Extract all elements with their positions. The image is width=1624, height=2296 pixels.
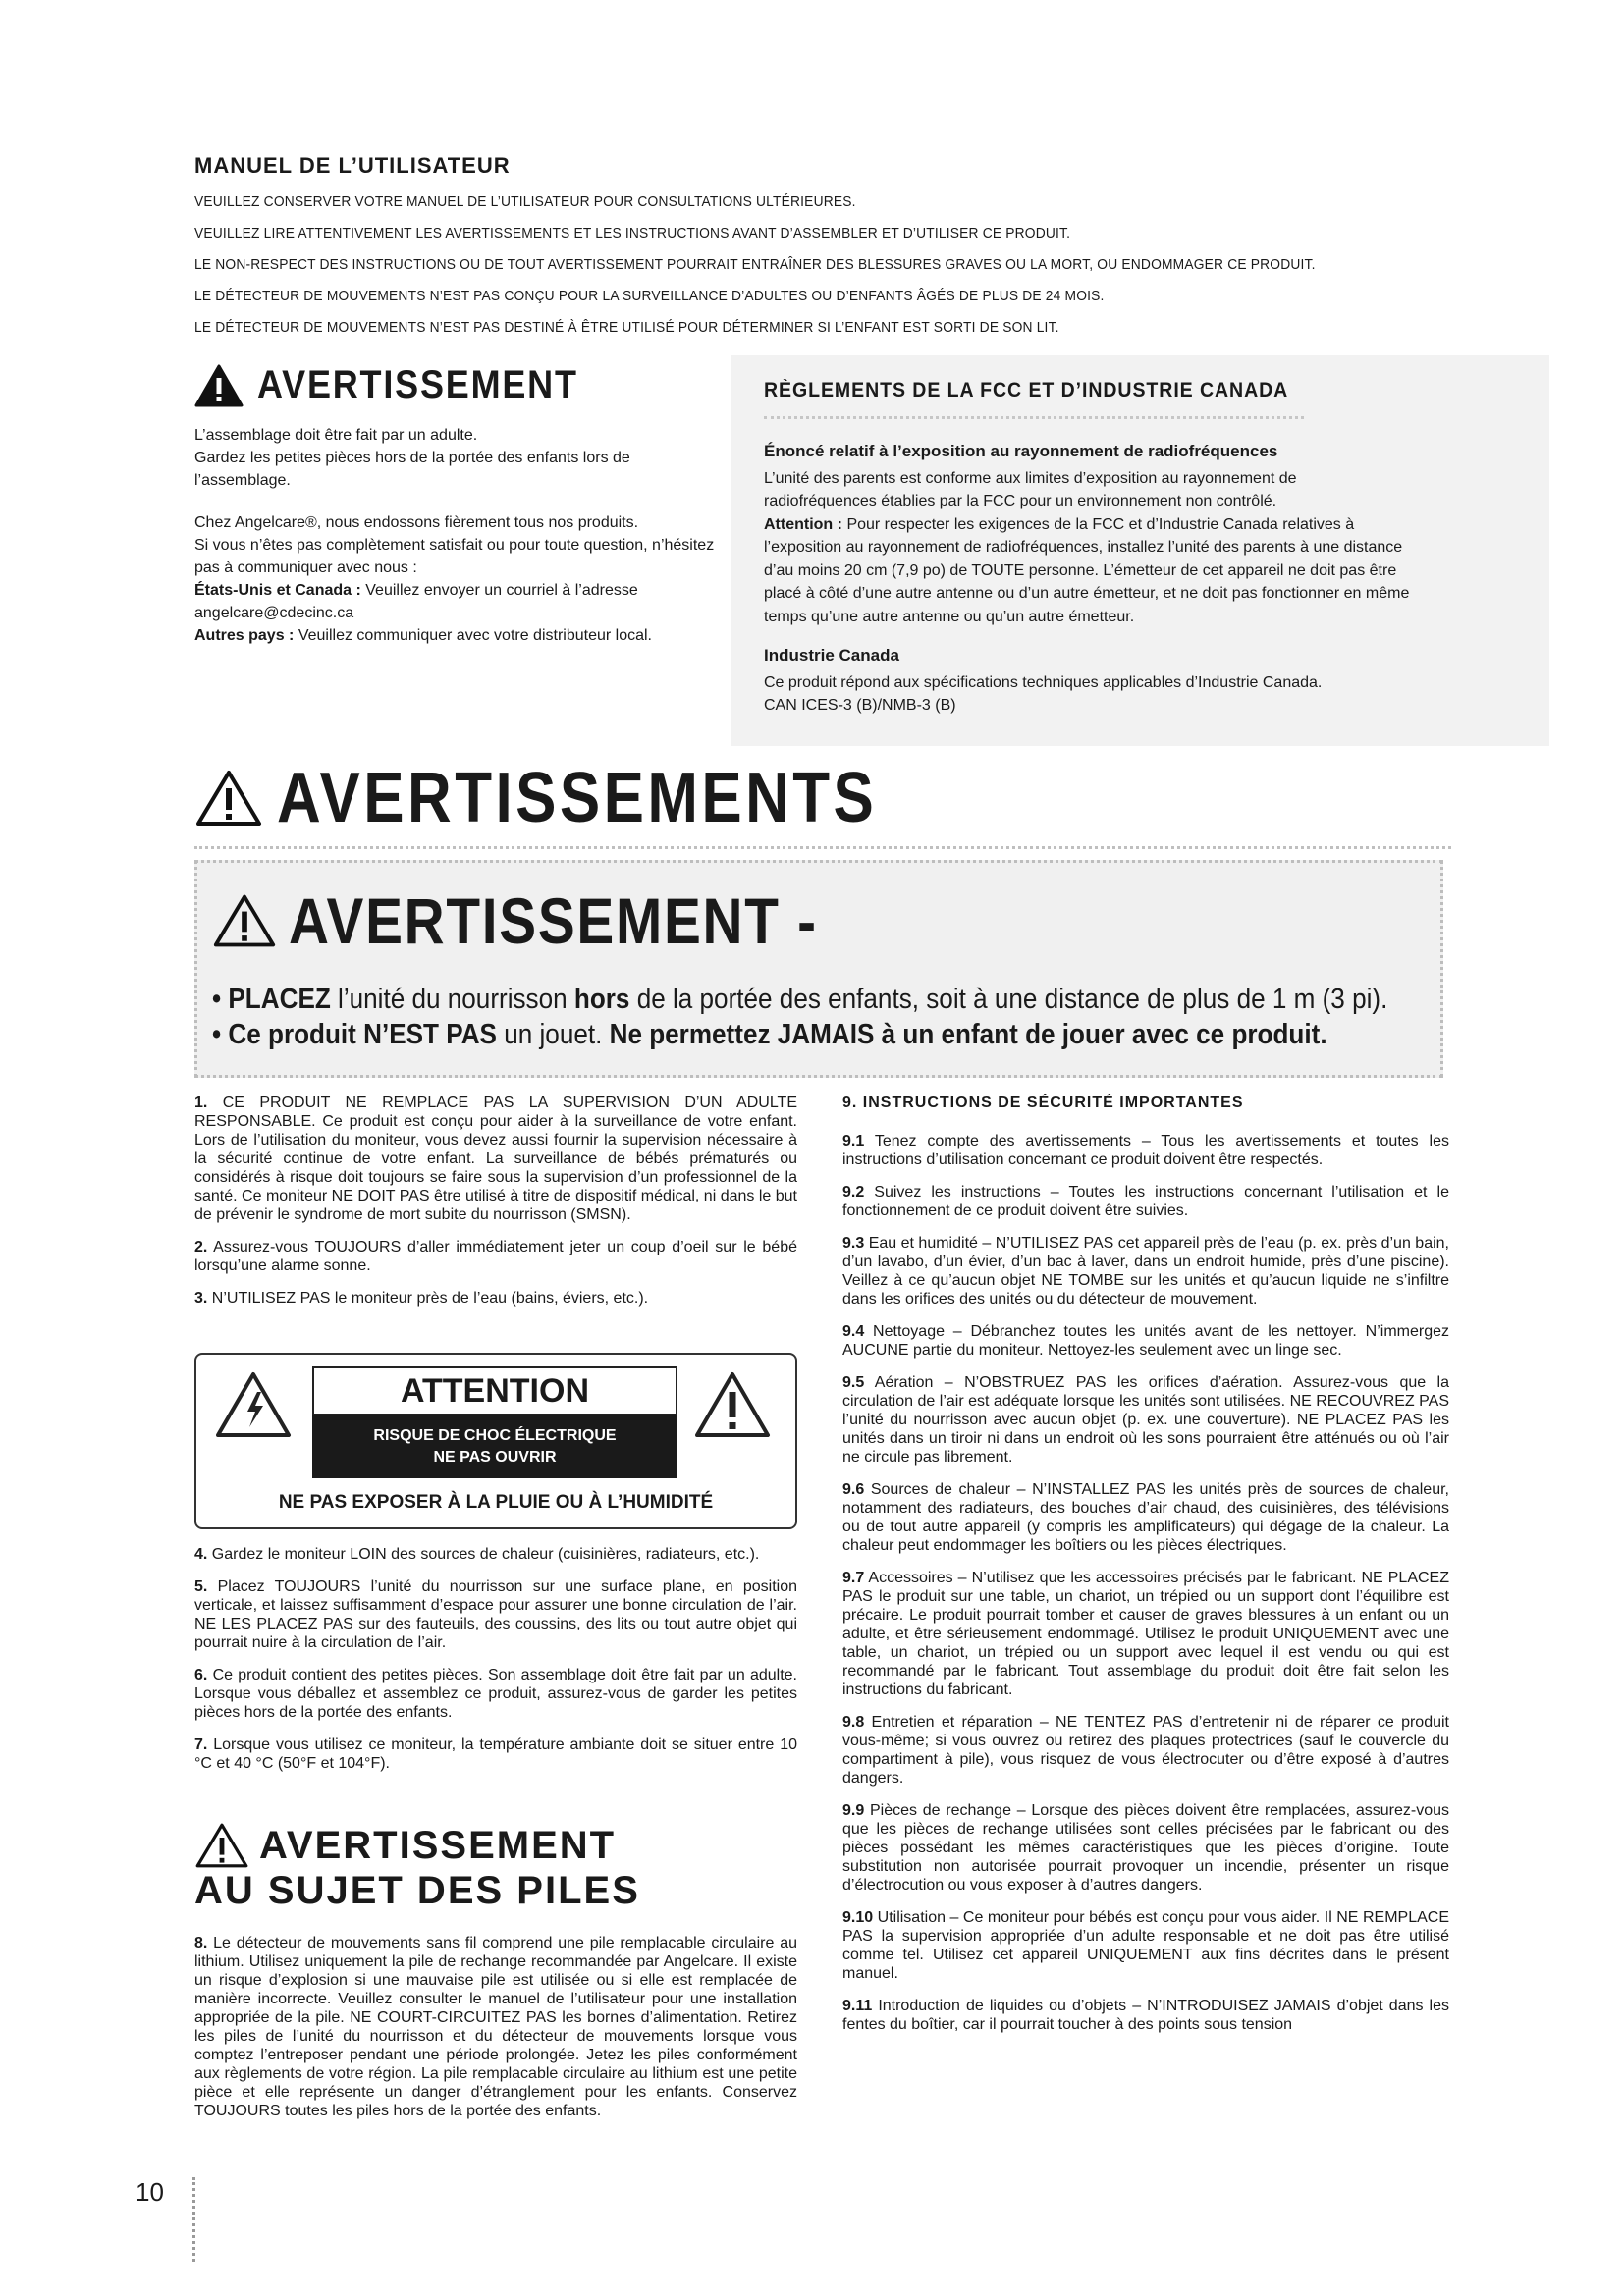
list-item <box>194 1577 797 1652</box>
list-item <box>842 1801 1449 1895</box>
item-text: Eau et humidité – N’UTILISEZ PAS cet appareil près de l’eau (p. ex. près d’un bain, d’un lavabo, d’un évier, d’un bac à laver, dans un endroit humide, près d’une piscine). Veillez à ce qu’aucun objet NE TOMBE sur les unités et qu’aucun liquide ne s’infiltre dans les orifices des unités ou du détecteur de mouvement. <box>842 1235 1449 1308</box>
header-notices <box>194 187 1471 344</box>
item-number: 7. <box>194 1736 208 1753</box>
item-number: 9.11 <box>842 1998 873 2014</box>
fcc-paragraph: Pour respecter les exigences de la FCC et d’Industrie Canada relatives à l’exposition au rayonnement de radiofréquences, installez l’unité des parents à une distance d’au moins 20 cm (7,9 po) de TOUTE personne. L’émetteur de cet appareil ne doit pas être placé à côté d’une autre antenne ou d’un autre émetteur, et ne doit pas fonctionner en même temps qu’une autre antenne ou qu’un autre émetteur. <box>764 515 1410 625</box>
header-line: VEUILLEZ LIRE ATTENTIVEMENT LES AVERTISSEMENTS ET LES INSTRUCTIONS AVANT D’ASSEMBLER ET D’UTILISER CE PRODUIT. <box>194 225 1071 241</box>
emphasis: hors <box>573 984 630 1015</box>
item-text: Pièces de rechange – Lorsque des pièces doivent être remplacées, assurez-vous que les pièces de rechange utilisées sont celles précisées par le fabricant ou des pièces possédant les mêmes caractéristiques que les pièces d’origine. Toute substitution non autorisée pourrait provoquer un incendie, présenter un risque d’électrocution ou vous exposer à d’autres dangers. <box>842 1802 1449 1894</box>
warnings-list-left <box>194 1094 797 1321</box>
list-item <box>194 1238 797 1275</box>
item-number: 4. <box>194 1546 208 1563</box>
warning-outline-icon <box>194 1822 249 1869</box>
item-number: 5. <box>194 1578 208 1595</box>
assembly-notice <box>194 424 725 667</box>
item-number: 9.3 <box>842 1235 865 1252</box>
list-item <box>194 1934 797 2120</box>
attention-title: ATTENTION <box>312 1366 677 1415</box>
text: de la portée des enfants, soit à une distance de plus de 1 m (3 pi). <box>629 984 1388 1015</box>
exclamation-icon <box>693 1370 772 1439</box>
shock-line: NE PAS OUVRIR <box>433 1449 557 1466</box>
item-text: Utilisation – Ce moniteur pour bébés est conçu pour vous aider. Il NE REMPLACE PAS la supervision appropriée d’un adulte responsable et ne doit pas être utilisé comme tel. Utilisez cet appareil UNIQUEMENT aux fins décrites dans le présent manuel. <box>842 1909 1449 1982</box>
item-number: 9.4 <box>842 1323 865 1340</box>
item-number: 8. <box>194 1935 208 1951</box>
list-item <box>842 1234 1449 1308</box>
item-text: Accessoires – N’utilisez que les accessoires précisés par le fabricant. NE PLACEZ PAS le produit sur une table, un chariot, un trépied ou un support dont l’équilibre est précaire. Le produit pourrait tomber et causer de graves blessures à un enfant ou un adulte, et être sérieusement endommagé. Utilisez le produit UNIQUEMENT avec une table, un chariot, un trépied ou un support avec lequel il est vendu ou qui est recommandé par le fabricant. Tout assemblage du produit doit être fait selon les instructions du fabricant. <box>842 1570 1449 1698</box>
item-number: 9.8 <box>842 1714 865 1731</box>
item-number: 6. <box>194 1667 208 1683</box>
fcc-paragraph: CAN ICES-3 (B)/NMB-3 (B) <box>764 697 956 714</box>
contact-line: Chez Angelcare®, nous endossons fièrement tous nos produits. <box>194 514 639 531</box>
fcc-subtitle: Industrie Canada <box>764 646 899 665</box>
battery-warning-title: AVERTISSEMENT <box>259 1823 617 1867</box>
list-item <box>842 1132 1449 1169</box>
item-number: 9.6 <box>842 1481 865 1498</box>
item-text: Placez TOUJOURS l’unité du nourrisson sur une surface plane, en position verticale, et laissez suffisamment d’espace pour assurer une bonne circulation de l’air. NE LES PLACEZ PAS sur des fauteuils, des coussins, des lits ou tout autre objet qui pourrait nuire à la circulation de l’air. <box>194 1578 797 1651</box>
assembly-line: Gardez les petites pièces hors de la portée des enfants lors de l’assemblage. <box>194 450 630 489</box>
callout-line <box>212 1017 1327 1052</box>
item-text: Gardez le moniteur LOIN des sources de chaleur (cuisinières, radiateurs, etc.). <box>207 1546 760 1563</box>
item-text: Tenez compte des avertissements – Tous les avertissements et toutes les instructions d’utilisation concernant ce produit doivent être respectés. <box>842 1133 1449 1168</box>
battery-warning-text <box>194 1934 797 2134</box>
battery-warning-heading <box>194 1822 640 1913</box>
text: un jouet. <box>496 1019 610 1050</box>
list-item <box>194 1735 797 1773</box>
item-number: 2. <box>194 1239 208 1255</box>
item-number: 9.1 <box>842 1133 865 1149</box>
item-text: Assurez-vous TOUJOURS d’aller immédiatement jeter un coup d’oeil sur le bébé lorsqu’une alarme sonne. <box>194 1239 797 1274</box>
list-item <box>842 1997 1449 2034</box>
item-number: 9.7 <box>842 1570 865 1586</box>
divider <box>194 846 1451 849</box>
manual-title: MANUEL DE L’UTILISATEUR <box>194 153 511 178</box>
list-item <box>842 1713 1449 1788</box>
header-line: LE DÉTECTEUR DE MOUVEMENTS N’EST PAS CONÇU POUR LA SURVEILLANCE D’ADULTES OU D’ENFANTS ÂGÉS DE PLUS DE 24 MOIS. <box>194 288 1105 304</box>
list-item <box>842 1373 1449 1467</box>
list-item <box>842 1569 1449 1699</box>
other-contact: Veuillez communiquer avec votre distributeur local. <box>298 627 652 644</box>
item-text: Introduction de liquides ou d’objets – N’INTRODUISEZ JAMAIS d’objet dans les fentes du boîtier, car il pourrait toucher à des points sous tension <box>842 1998 1449 2033</box>
item-text: Le détecteur de mouvements sans fil comprend une pile remplacable circulaire au lithium. Utilisez uniquement la pile de rechange recommandée par Angelcare. Il existe un risque d’explosion si une mauvaise pile est utilisée ou si elle est remplacée de manière incorrecte. Veuillez consulter le manuel de l’utilisateur pour une installation appropriée de la pile. NE COURT-CIRCUITEZ PAS les bornes d’alimentation. Retirez les piles de l’unité du nourrisson et du détecteur de mouvements lorsque vous comptez l’entreposer pendant une période prolongée. Jetez les piles conformément aux règlements de votre région. La pile remplacable circulaire au lithium est une petite pièce et elle représente un danger d’étranglement pour les enfants. Conservez TOUJOURS toutes les piles hors de la portée des enfants. <box>194 1935 797 2119</box>
item-text: Aération – N’OBSTRUEZ PAS les orifices d’aération. Assurez-vous que la circulation de l’air est adéquate lorsque les unités sont utilisées. NE RECOUVREZ PAS l’unité du nourrisson avec aucun objet (p. ex. une couverture). NE PLACEZ PAS les unités dans un tiroir ni dans un endroit où les sons pourraient être atténués ou où l’air ne circule pas librement. <box>842 1374 1449 1466</box>
item-number: 9.10 <box>842 1909 874 1926</box>
divider <box>764 416 1304 419</box>
callout-title: AVERTISSEMENT - <box>289 884 818 957</box>
safety-title: 9. INSTRUCTIONS DE SÉCURITÉ IMPORTANTES <box>842 1095 1244 1111</box>
page-number: 10 <box>135 2177 164 2207</box>
item-text: N’UTILISEZ PAS le moniteur près de l’eau (bains, éviers, etc.). <box>207 1290 649 1307</box>
list-item <box>194 1545 797 1564</box>
emphasis: Ne permettez JAMAIS à un enfant de jouer avec ce produit. <box>609 1019 1327 1050</box>
electric-shock-icon <box>214 1370 293 1439</box>
fcc-paragraph: L’unité des parents est conforme aux limites d’exposition au rayonnement de radiofréquences établies par la FCC pour un environnement non contrôlé. <box>764 469 1297 509</box>
item-number: 3. <box>194 1290 208 1307</box>
list-item <box>194 1094 797 1224</box>
fcc-body <box>764 440 1412 718</box>
item-text: Nettoyage – Débranchez toutes les unités avant de les nettoyer. N’immergez AUCUNE partie du moniteur. Nettoyez-les seulement avec un linge sec. <box>842 1323 1449 1359</box>
safety-instructions <box>842 1094 1449 2048</box>
header-line: LE DÉTECTEUR DE MOUVEMENTS N’EST PAS DESTINÉ À ÊTRE UTILISÉ POUR DÉTERMINER SI L’ENFANT EST SORTI DE SON LIT. <box>194 319 1059 336</box>
assembly-line: L’assemblage doit être fait par un adulte. <box>194 427 478 444</box>
warning-heading <box>194 363 614 407</box>
item-number: 1. <box>194 1095 208 1111</box>
list-item <box>194 1666 797 1722</box>
list-item <box>194 1289 797 1308</box>
warning-outline-icon <box>194 769 263 828</box>
item-text: CE PRODUIT NE REMPLACE PAS LA SUPERVISION D’UN ADULTE RESPONSABLE. Ce produit est conçu pour aider à la surveillance de votre enfant. Lors de l’utilisation du moniteur, vous devez aussi fournir la supervision nécessaire à la sécurité continue de votre enfant. La surveillance de bébés prématurés ou considérés à risque doit toujours se faire sous la supervision d’un professionnel de la santé. Ce moniteur NE DOIT PAS être utilisé à titre de dispositif médical, ni dans le but de prévenir le syndrome de mort subite du nourrisson (SMSN). <box>194 1095 797 1223</box>
list-item <box>842 1322 1449 1360</box>
item-text: Ce produit contient des petites pièces. Son assemblage doit être fait par un adulte. Lorsque vous déballez et assemblez ce produit, assurez-vous de garder les petites pièces hors de la portée des enfants. <box>194 1667 797 1721</box>
item-number: 9.9 <box>842 1802 865 1819</box>
warnings-title: AVERTISSEMENTS <box>277 759 878 837</box>
header-line: LE NON-RESPECT DES INSTRUCTIONS OU DE TOUT AVERTISSEMENT POURRAIT ENTRAÎNER DES BLESSURES GRAVES OU LA MORT, OU ENDOMMAGER CE PRODUIT. <box>194 256 1316 273</box>
item-text: Suivez les instructions – Toutes les instructions concernant l’utilisation et le fonctionnement de ce produit doivent être suivies. <box>842 1184 1449 1219</box>
callout-lines <box>212 982 1439 1052</box>
list-item <box>842 1183 1449 1220</box>
battery-warning-subtitle: AU SUJET DES PILES <box>194 1869 640 1912</box>
warning-title: AVERTISSEMENT <box>257 363 578 406</box>
emphasis: • PLACEZ <box>212 984 331 1015</box>
callout-line <box>212 982 1388 1017</box>
us-label: États-Unis et Canada : <box>194 582 361 599</box>
attention-label: Attention : <box>764 515 842 533</box>
item-text: Entretien et réparation – NE TENTEZ PAS d’entretenir ni de réparer ce produit vous-même; si vous ouvrez ou retirez des plaques protectrices (sauf le couvercle du compartiment à pile), vous risquez de vous électrocuter ou d’être exposé à d’autres dangers. <box>842 1714 1449 1787</box>
item-text: Lorsque vous utilisez ce moniteur, la température ambiante doit se situer entre 10 °C et 40 °C (50°F et 104°F). <box>194 1736 797 1772</box>
list-item <box>842 1480 1449 1555</box>
warning-outline-icon <box>212 892 277 949</box>
header-line: VEUILLEZ CONSERVER VOTRE MANUEL DE L’UTILISATEUR POUR CONSULTATIONS ULTÉRIEURES. <box>194 193 856 210</box>
item-text: Sources de chaleur – N’INSTALLEZ PAS les unités près de sources de chaleur, notamment des radiateurs, des bouches d’air chaud, des cuisinières, des télévisions ou de tout autre appareil (y compris les amplificateurs) qui dégage de la chaleur. La chaleur peut endommager les boîtiers ou les pièces électriques. <box>842 1481 1449 1554</box>
page-divider <box>192 2177 195 2262</box>
text: l’unité du nourrisson <box>330 984 574 1015</box>
warnings-heading <box>194 758 975 838</box>
shock-warning <box>312 1415 677 1478</box>
contact-line: Si vous n’êtes pas complètement satisfait ou pour toute question, n’hésitez pas à communiquer avec nous : <box>194 537 715 576</box>
emphasis: • Ce produit N’EST PAS <box>212 1019 497 1050</box>
moisture-warning: NE PAS EXPOSER À LA PLUIE OU À L’HUMIDITÉ <box>278 1492 714 1513</box>
item-number: 9.2 <box>842 1184 865 1201</box>
us-contact: Veuillez envoyer un courriel à l’adresse angelcare@cdecinc.ca <box>194 582 638 621</box>
warnings-list-left-2 <box>194 1545 797 1787</box>
list-item <box>842 1908 1449 1983</box>
shock-line: RISQUE DE CHOC ÉLECTRIQUE <box>373 1427 617 1444</box>
item-number: 9.5 <box>842 1374 865 1391</box>
fcc-paragraph: Ce produit répond aux spécifications techniques applicables d’Industrie Canada. <box>764 673 1323 691</box>
other-label: Autres pays : <box>194 627 295 644</box>
callout-heading <box>212 883 903 958</box>
fcc-title: RÈGLEMENTS DE LA FCC ET D’INDUSTRIE CANADA <box>764 379 1289 401</box>
fcc-subtitle: Énoncé relatif à l’exposition au rayonnement de radiofréquences <box>764 442 1278 460</box>
warning-filled-icon <box>194 364 244 407</box>
